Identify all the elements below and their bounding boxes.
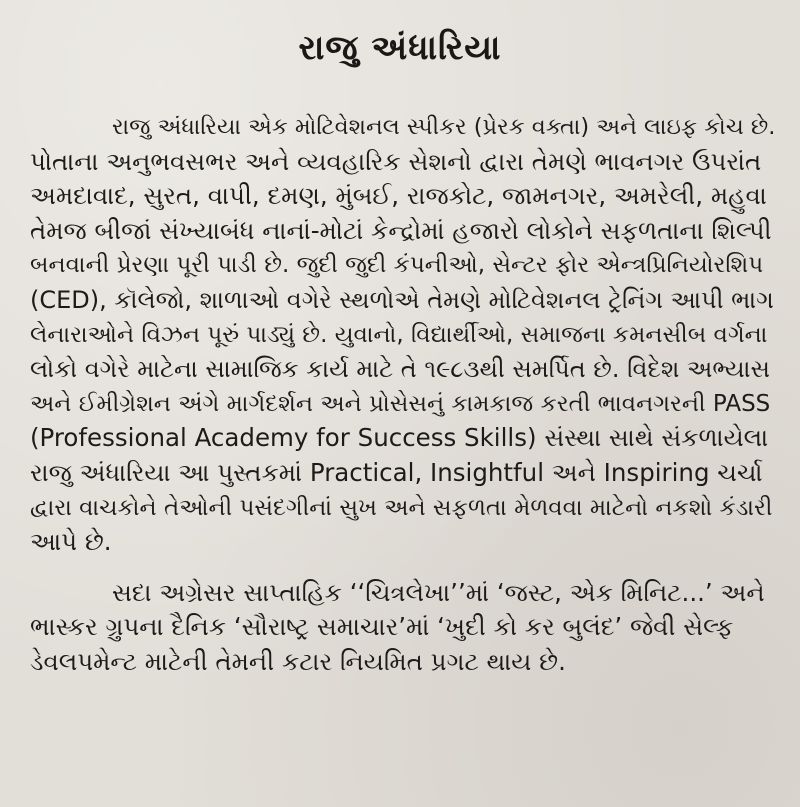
- text-line: બનવાની પ્રેરણા પૂરી પાડી છે. જુદી જુદી કંપનીઓ, સેન્ટર ફોર એન્ત્રપ્રિનિયોરશિપ: [30, 252, 764, 279]
- text-line: લોકો વગેરે માટેના સામાજિક કાર્ય માટે તે ૧૯૮૩થી સમર્પિત છે. વિદેશ અભ્યાસ: [30, 355, 771, 384]
- text-line: (Professional Academy for Success Skills) સંસ્થા સાથે સંકળાયેલા: [30, 423, 769, 453]
- paragraph-2: [30, 576, 775, 680]
- text-line: ભાસ્કર ગ્રુપના દૈનિક ‘સૌરાષ્ટ્ર સમાચાર’માં ‘ખુદી કો કર બુલંદ’ જેવી સેલ્ફ: [30, 612, 734, 642]
- text-line: પોતાના અનુભવસભર અને વ્યવહારિક સેશનો દ્વારા તેમણે ભાવનગર ઉપરાંત: [30, 146, 762, 176]
- text-line: લેનારાઓને વિઝન પૂરું પાડ્યું છે. યુવાનો, વિદ્યાર્થીઓ, સમાજના કમનસીબ વર્ગના: [30, 321, 768, 348]
- text-line: (CED), કૉલેજો, શાળાઓ વગેરે સ્થળોએ તેમણે મોટિવેશનલ ટ્રેનિંગ આપી ભાગ: [30, 285, 774, 314]
- body-text: [30, 110, 775, 680]
- text-line: ડેવલપમેન્ટ માટેની તેમની કટાર નિયમિત પ્રગટ થાય છે.: [30, 646, 566, 676]
- text-line: અમદાવાદ, સુરત, વાપી, દમણ, મુંબઈ, રાજકોટ, જામનગર, અમરેલી, મહુવા: [30, 181, 767, 211]
- text-line: દ્વારા વાચકોને તેઓની પસંદગીનાં સુખ અને સફળતા મેળવવા માટેનો નકશો કંડારી: [30, 494, 773, 521]
- text-line: સદા અગ્રેસર સાપ્તાહિક ‘‘ચિત્રલેખા’’માં ‘જસ્ટ, એક મિનિટ...’ અને: [112, 577, 765, 607]
- text-line: આપે છે.: [30, 527, 112, 557]
- text-line: તેમજ બીજાં સંખ્યાબંધ નાનાં-મોટાં કેન્દ્રોમાં હજારો લોકોને સફળતાના શિલ્પી: [30, 215, 772, 245]
- text-line: અને ઈમીગ્રેશન અંગે માર્ગદર્શન અને પ્રોસેસનું કામકાજ કરતી ભાવનગરની PASS: [30, 390, 771, 417]
- page-title: રાજુ અંધારિયા: [298, 28, 502, 68]
- paragraph-1: [30, 110, 775, 560]
- text-line: રાજુ અંધારિયા એક મોટિવેશનલ સ્પીકર (પ્રેરક વક્તા) અને લાઇફ કોચ છે.: [112, 114, 775, 140]
- text-line: રાજુ અંધારિયા આ પુસ્તકમાં Practical, Insightful અને Inspiring ચર્ચા: [30, 457, 763, 487]
